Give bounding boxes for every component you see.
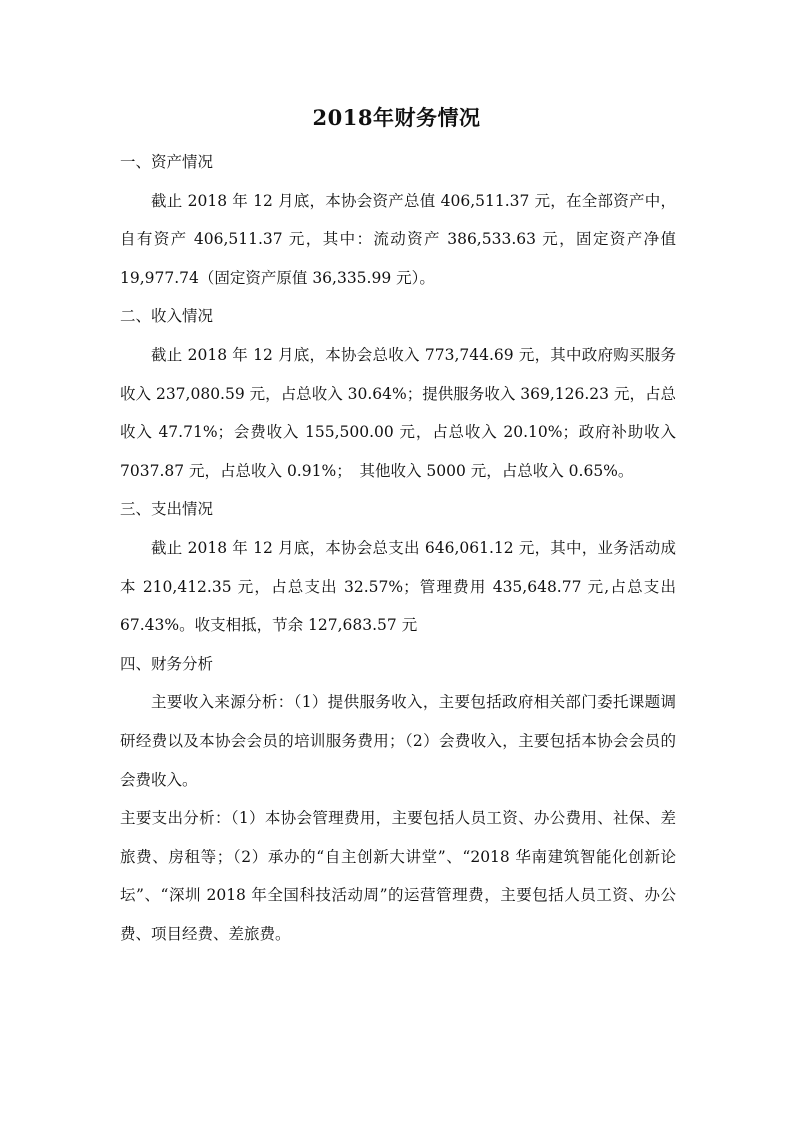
section-assets <box>120 143 676 297</box>
section-analysis <box>120 645 676 954</box>
section-expenses <box>120 490 676 644</box>
section-paragraph: 主要收入来源分析：（1）提供服务收入，主要包括政府相关部门委托课题调研经费以及本协会会员的培训服务费用；（2）会费收入，主要包括本协会会员的会费收入。 <box>120 693 676 789</box>
section-paragraph: 截止 2018 年 12 月底，本协会总支出 646,061.12 元，其中，业务活动成本 210,412.35 元，占总支出 32.57%；管理费用 435,648.77 元,占总支出 67.43%。收支相抵，节余 127,683.57 元 <box>120 538 676 635</box>
section-heading: 三、支出情况 <box>120 500 214 519</box>
section-heading: 二、收入情况 <box>120 307 214 326</box>
section-heading: 四、财务分析 <box>120 654 214 673</box>
section-heading: 一、资产情况 <box>120 153 214 171</box>
document-body <box>120 143 676 953</box>
section-paragraph: 截止 2018 年 12 月底，本协会资产总值 406,511.37 元，在全部资产中，自有资产 406,511.37 元，其中：流动资产 386,533.63 元，固定资产净值 19,977.74（固定资产原值 36,335.99 元）。 <box>120 191 676 287</box>
section-paragraph: 截止 2018 年 12 月底，本协会总收入 773,744.69 元，其中政府购买服务收入 237,080.59 元，占总收入 30.64%；提供服务收入 369,126.23 元，占总收入 47.71%；会费收入 155,500.00 元，占总收入 20.10%；政府补助收入 7037.87 元，占总收入 0.91%； 其他收入 5000 元，占总收入 0.65%。 <box>120 345 676 480</box>
page-title: 2018年财务情况 <box>312 105 481 130</box>
section-paragraph: 主要支出分析：（1）本协会管理费用，主要包括人员工资、办公费用、社保、差旅费、房租等；（2）承办的“自主创新大讲堂”、“2018 华南建筑智能化创新论坛”、“深圳 2018 年全国科技活动周”的运营管理费，主要包括人员工资、办公费、项目经费、差旅费。 <box>120 809 676 943</box>
section-income <box>120 297 676 490</box>
